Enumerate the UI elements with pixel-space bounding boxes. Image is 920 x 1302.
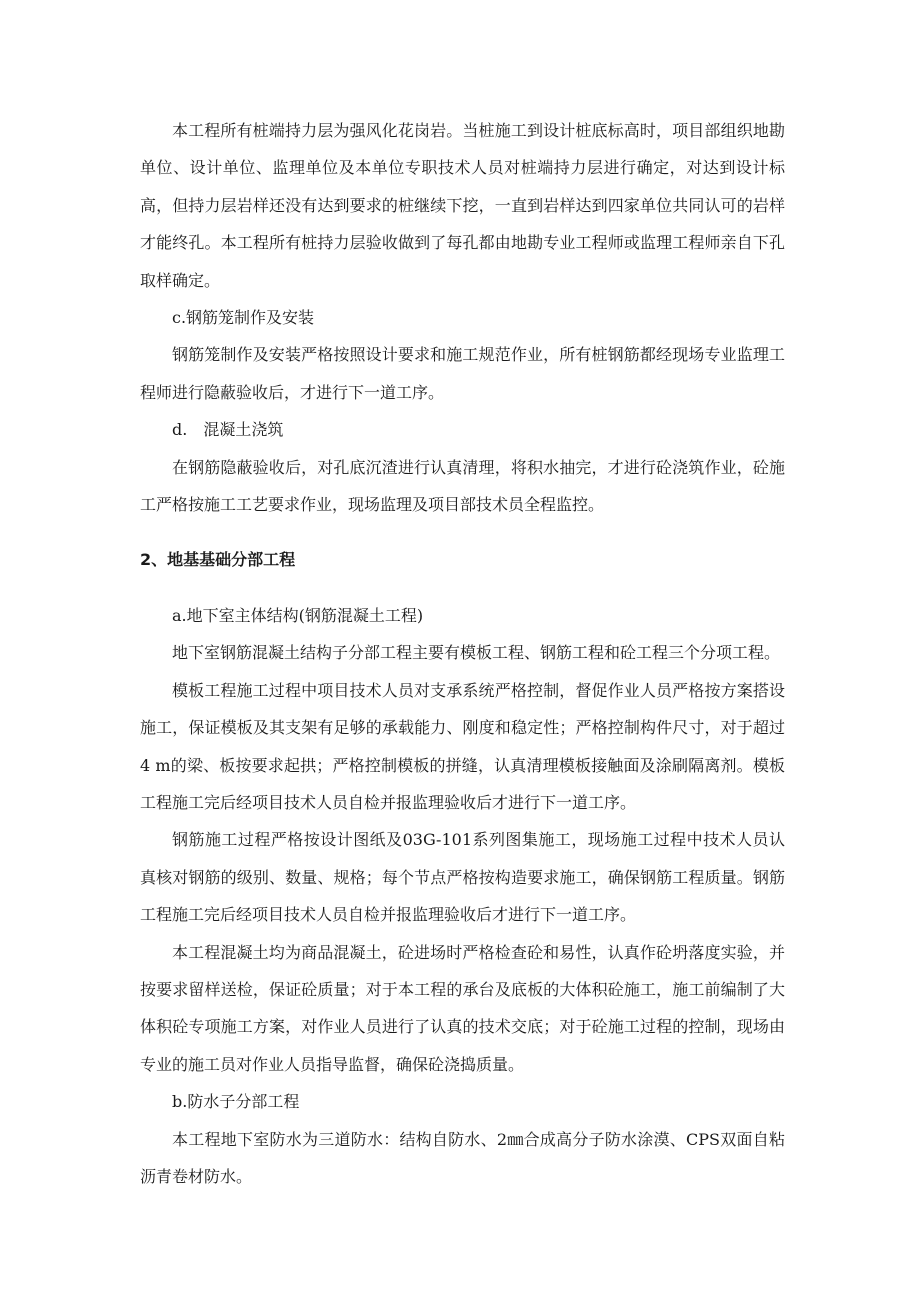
spacer xyxy=(140,579,785,597)
subsection-a-intro: 地下室钢筋混凝土结构子分部工程主要有模板工程、钢筋工程和砼工程三个分项工程。 xyxy=(172,643,781,663)
subsection-d-body: 在钢筋隐蔽验收后，对孔底沉渣进行认真清理，将积水抽完，才进行砼浇筑作业，砼施工严格按施工工艺要求作业，现场监理及项目部技术员全程监控。 xyxy=(140,457,785,515)
subsection-c-title: c.钢筋笼制作及安装 xyxy=(172,308,315,328)
pile-bearing-layer-paragraph: 本工程所有桩端持力层为强风化花岗岩。当桩施工到设计桩底标高时，项目部组织地勘单位、设计单位、监理单位及本单位专职技术人员对桩端持力层进行确定，对达到设计标高，但持力层岩样还没有达到要求的桩继续下挖，一直到岩样达到四家单位共同认可的岩样才能终孔。本工程所有桩持力层验收做到了每孔都由地勘专业工程师或监理工程师亲自下孔取样确定。 xyxy=(140,121,785,290)
spacer xyxy=(140,523,785,541)
document-page xyxy=(140,112,785,1195)
section-2-heading: 2、地基基础分部工程 xyxy=(140,550,296,570)
subsection-d-title: d. 混凝土浇筑 xyxy=(172,420,284,440)
subsection-a-title: a.地下室主体结构(钢筋混凝土工程) xyxy=(172,605,424,625)
subsection-b-body: 本工程地下室防水为三道防水：结构自防水、2㎜合成高分子防水涂漠、CPS双面自粘沥青卷材防水。 xyxy=(140,1129,785,1186)
formwork-paragraph: 模板工程施工过程中项目技术人员对支承系统严格控制，督促作业人员严格按方案搭设施工，保证模板及其支架有足够的承载能力、刚度和稳定性；严格控制构件尺寸，对于超过4 m的梁、板按要求起拱；严格控制模板的拼缝，认真清理模板接触面及涂刷隔离剂。模板工程施工完后经项目技术人员自检并报监理验收后才进行下一道工序。 xyxy=(140,680,785,812)
rebar-paragraph: 钢筋施工过程严格按设计图纸及03G-101系列图集施工，现场施工过程中技术人员认真核对钢筋的级别、数量、规格；每个节点严格按构造要求施工，确保钢筋工程质量。钢筋工程施工完后经项目技术人员自检并报监理验收后才进行下一道工序。 xyxy=(140,830,785,925)
subsection-b-title: b.防水子分部工程 xyxy=(172,1092,300,1112)
concrete-paragraph: 本工程混凝土均为商品混凝土，砼进场时严格检查砼和易性，认真作砼坍落度实验，并按要求留样送检，保证砼质量；对于本工程的承台及底板的大体积砼施工，施工前编制了大体积砼专项施工方案，对作业人员进行了认真的技术交底；对于砼施工过程的控制，现场由专业的施工员对作业人员指导监督，确保砼浇捣质量。 xyxy=(140,942,785,1074)
subsection-c-body: 钢筋笼制作及安装严格按照设计要求和施工规范作业，所有桩钢筋都经现场专业监理工程师进行隐蔽验收后，才进行下一道工序。 xyxy=(140,345,785,402)
